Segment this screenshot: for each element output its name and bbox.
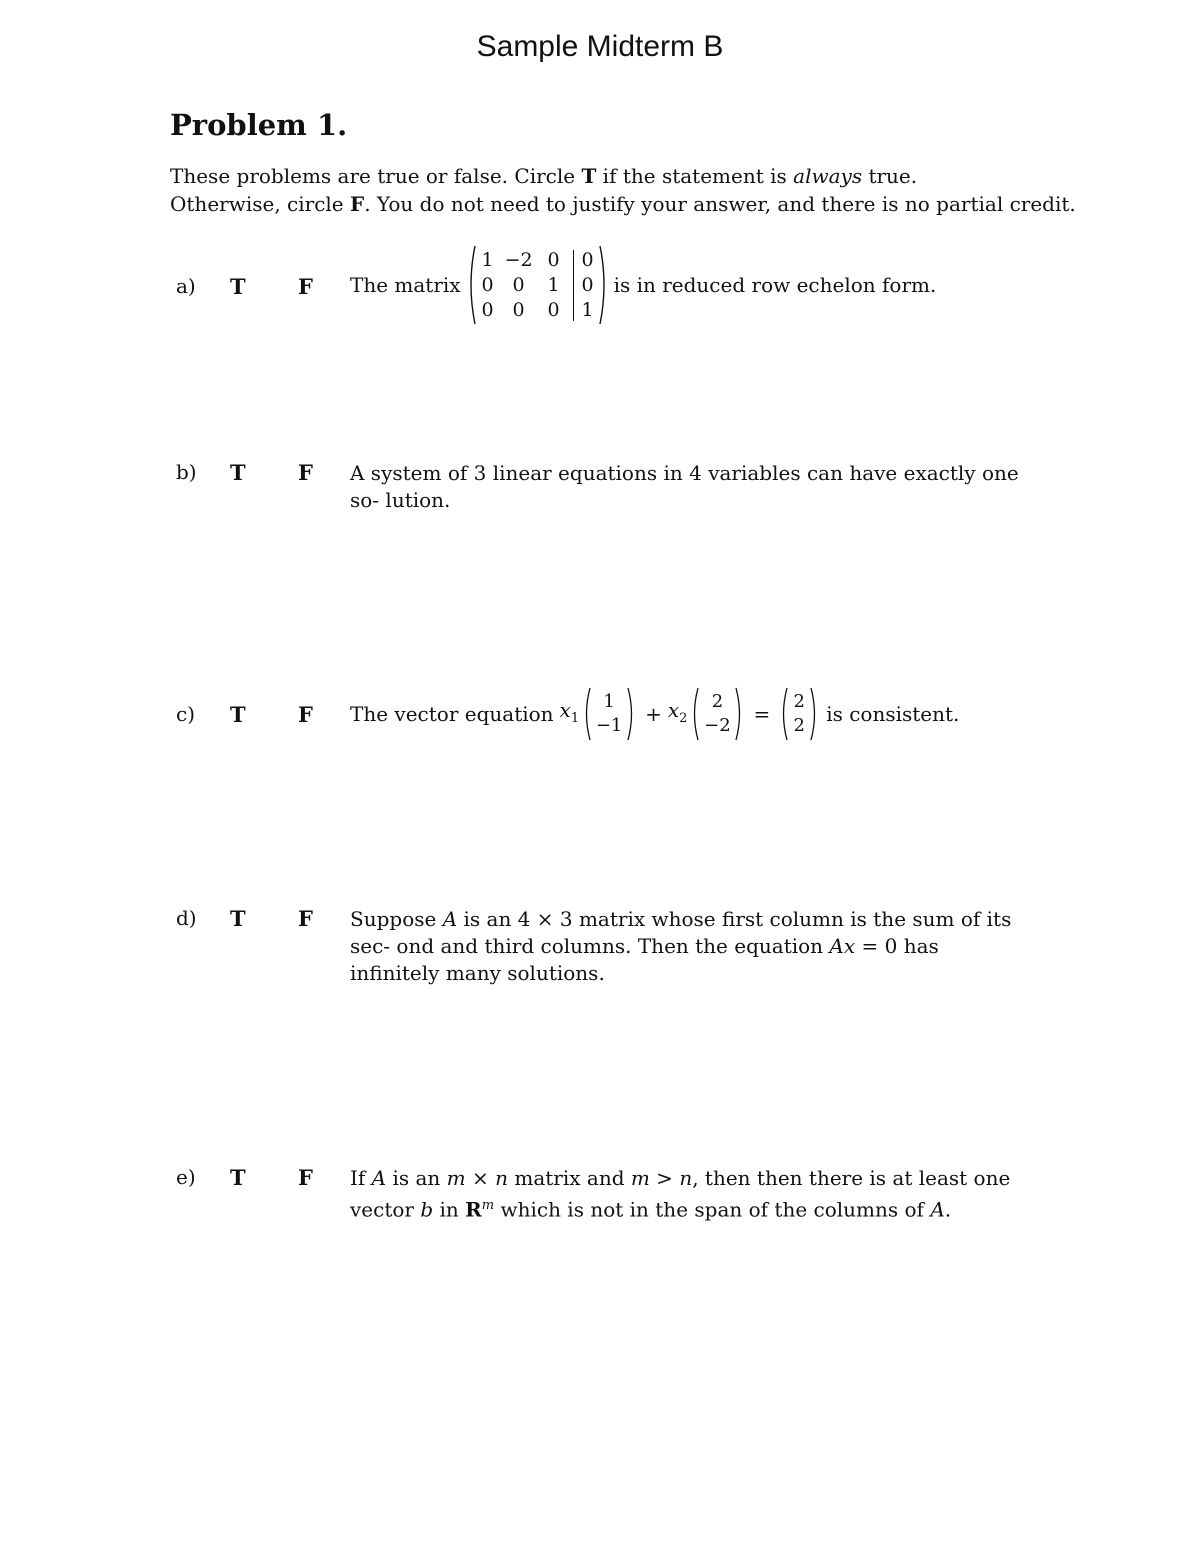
statement-text: .: [944, 1197, 952, 1222]
var-subscript: 1: [570, 710, 580, 726]
right-paren-icon: [626, 686, 636, 742]
right-paren-icon: [598, 244, 610, 326]
true-option[interactable]: T: [230, 702, 246, 727]
true-option[interactable]: T: [230, 460, 246, 485]
item-statement: [350, 906, 1030, 987]
item-letter: c): [176, 702, 196, 726]
var-letter: x: [559, 697, 571, 722]
statement-text: If: [350, 1166, 372, 1190]
true-option[interactable]: T: [230, 906, 246, 931]
item-statement: [350, 686, 1030, 742]
matrix-entry: 0: [581, 273, 594, 296]
matrix-body: [477, 248, 598, 323]
vector-entry: 2: [711, 691, 724, 712]
problem-heading: Problem 1.: [170, 108, 348, 142]
augment-bar: [573, 250, 574, 321]
vector-entry: −1: [595, 715, 623, 736]
vector-entries: [592, 690, 626, 738]
vector-2: [690, 686, 744, 742]
matrix-entry: 0: [547, 248, 560, 271]
matrix-entry: 0: [481, 273, 494, 296]
matrix-entry: 1: [547, 273, 560, 296]
math-symbol: A: [371, 1166, 387, 1190]
item-statement: A system of 3 linear equations in 4 variables can have exactly one so- lution.: [350, 461, 1019, 512]
instr-T: T: [581, 164, 597, 188]
right-paren-icon: [809, 686, 819, 742]
statement-text: is consistent.: [826, 701, 960, 726]
statement-text: The matrix: [350, 272, 461, 297]
matrix-entry: −2: [504, 248, 533, 271]
false-option[interactable]: F: [298, 702, 313, 727]
item-statement: [350, 1165, 1030, 1224]
page-title: Sample Midterm B: [476, 30, 724, 63]
left-paren-icon: [582, 686, 592, 742]
item-letter: b): [176, 460, 197, 484]
false-option[interactable]: F: [298, 1165, 313, 1190]
vector-3: [779, 686, 819, 742]
statement-text: is an: [386, 1166, 447, 1190]
variable-x2: [668, 697, 688, 732]
matrix-entry: 1: [581, 298, 594, 321]
matrix-entry: 0: [581, 248, 594, 271]
statement-text: matrix and: [508, 1166, 631, 1190]
statement-text: ×: [465, 1166, 496, 1190]
statement-text: , then then there is at least one vector: [350, 1166, 1011, 1222]
instr-always: always: [793, 164, 863, 188]
matrix-entry: 0: [481, 298, 494, 321]
statement-text: is in reduced row echelon form.: [613, 272, 937, 297]
left-paren-icon: [779, 686, 789, 742]
statement-text: in: [433, 1197, 466, 1222]
instructions-line-1: [170, 162, 1050, 190]
matrix-entry: 0: [547, 298, 560, 321]
statement-text: Suppose: [350, 907, 443, 931]
math-symbol: m: [630, 1166, 650, 1190]
augmented-matrix: [465, 244, 610, 326]
instr-text: These problems are true or false. Circle: [170, 164, 582, 188]
math-symbol: n: [679, 1166, 693, 1190]
matrix-coefficients: [477, 248, 569, 323]
math-symbol: b: [420, 1197, 434, 1222]
statement-text: The vector equation: [350, 701, 554, 726]
instr-text: if the statement is: [596, 164, 794, 188]
equals-sign: =: [753, 701, 771, 726]
left-paren-icon: [690, 686, 700, 742]
true-option[interactable]: T: [230, 1165, 246, 1190]
variable-x1: [560, 697, 580, 732]
vector-entry: 2: [793, 715, 805, 736]
math-superscript: m: [481, 1198, 495, 1213]
matrix-entry: 1: [481, 248, 494, 271]
statement-text: >: [649, 1166, 680, 1190]
item-letter: a): [176, 274, 196, 298]
var-letter: x: [667, 697, 680, 722]
matrix-entry: 0: [512, 273, 525, 296]
vector-entry: 2: [793, 691, 805, 712]
math-symbol: n: [495, 1166, 509, 1190]
plus-sign: +: [645, 701, 662, 726]
statement-text: = 0 has infinitely many solutions.: [350, 934, 939, 985]
math-symbol: A: [442, 907, 458, 931]
matrix-augment-column: [578, 248, 598, 323]
matrix-entry: 0: [512, 298, 525, 321]
true-option[interactable]: T: [230, 274, 246, 299]
instr-F: F: [350, 192, 365, 216]
instr-text: Otherwise, circle: [170, 192, 350, 216]
instructions-line-2: [170, 190, 1076, 218]
vector-entry: −2: [704, 715, 731, 736]
false-option[interactable]: F: [298, 906, 313, 931]
vector-entries: [789, 690, 809, 738]
vector-entry: 1: [603, 691, 615, 712]
statement-line: [350, 686, 959, 742]
instr-text: true.: [862, 164, 918, 188]
statement-text: is an 4 × 3 matrix whose first column is the sum of its sec- ond and third columns. Then the equation: [350, 907, 1012, 958]
instr-text: . You do not need to justify your answer, and there is no partial credit.: [364, 192, 1076, 216]
vector-1: [582, 686, 636, 742]
right-paren-icon: [734, 686, 744, 742]
vector-entries: [700, 690, 734, 738]
math-symbol: m: [446, 1166, 466, 1190]
math-symbol: A: [930, 1197, 945, 1222]
var-subscript: 2: [679, 710, 688, 726]
math-symbol: R: [465, 1197, 482, 1222]
instructions: [170, 162, 1076, 218]
statement-text: which is not in the span of the columns of: [494, 1197, 931, 1222]
item-statement: [350, 244, 1030, 326]
statement-line: [350, 244, 936, 326]
item-letter: d): [176, 906, 197, 930]
item-letter: e): [176, 1165, 196, 1189]
false-option[interactable]: F: [298, 460, 313, 485]
math-symbol: Ax: [829, 934, 856, 958]
left-paren-icon: [465, 244, 477, 326]
false-option[interactable]: F: [298, 274, 313, 299]
